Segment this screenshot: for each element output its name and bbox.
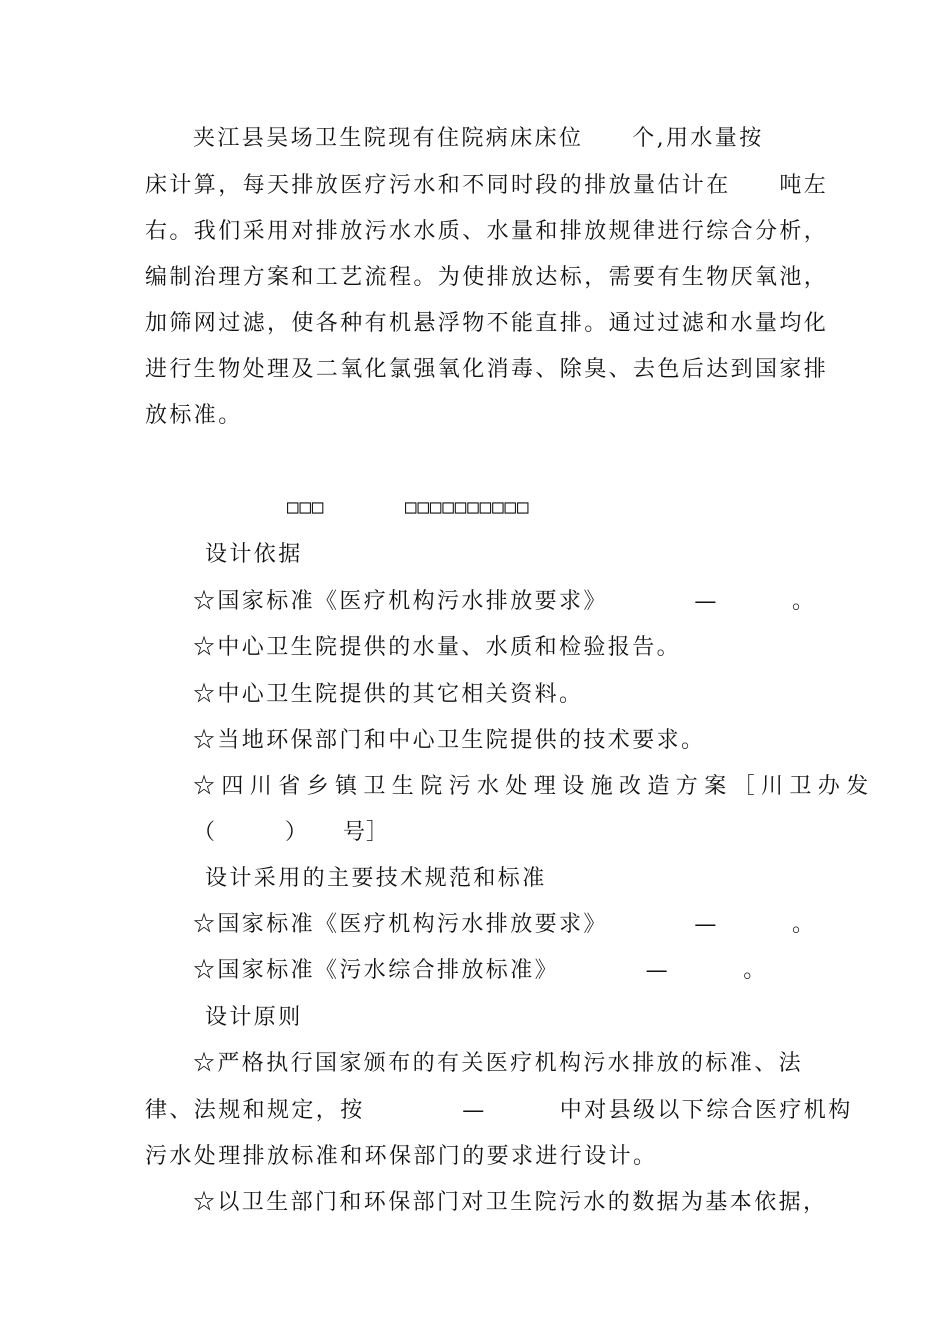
basis-item-1: ☆国家标准《医疗机构污水排放要求》 — 。 (193, 589, 817, 614)
intro-line-4: 编制治理方案和工艺流程。为使排放达标，需要有生物厌氧池， (145, 265, 829, 290)
norms-title: 设计采用的主要技术规范和标准 (205, 866, 547, 891)
intro-line-5: 加筛网过滤，使各种有机悬浮物不能直排。通过过滤和水量均化 (145, 311, 829, 336)
principles-item-1: ☆严格执行国家颁布的有关医疗机构污水排放的标准、法 (193, 1051, 804, 1076)
heading-number: □□□ (287, 496, 325, 518)
norms-item-2: ☆国家标准《污水综合排放标准》 — 。 (193, 958, 768, 983)
principles-item-2: ☆以卫生部门和环保部门对卫生院污水的数据为基本依据， (193, 1190, 828, 1215)
intro-line-3: 右。我们采用对排放污水水质、水量和排放规律进行综合分析， (145, 219, 829, 244)
principles-item-1-line-2: 律、法规和规定，按 — 中对县级以下综合医疗机构 (145, 1098, 853, 1123)
basis-item-5: ☆四川省乡镇卫生院污水处理设施改造方案［川卫办发 (193, 774, 875, 799)
intro-line-2: 床计算，每天排放医疗污水和不同时段的排放量估计在 吨左 (145, 173, 829, 198)
intro-line-6: 进行生物处理及二氧化氯强氧化消毒、除臭、去色后达到国家排 (145, 357, 829, 382)
heading-title: □□□□□□□□□□ (405, 496, 530, 518)
basis-item-5-cont: （ ） 号］ (193, 820, 390, 845)
basis-item-2: ☆中心卫生院提供的水量、水质和检验报告。 (193, 635, 682, 660)
intro-line-1: 夹江县吴场卫生院现有住院病床床位 个,用水量按 (193, 126, 764, 151)
principles-title: 设计原则 (205, 1005, 303, 1030)
intro-line-7: 放标准。 (145, 403, 243, 428)
norms-item-1: ☆国家标准《医疗机构污水排放要求》 — 。 (193, 912, 817, 937)
basis-item-4: ☆当地环保部门和中心卫生院提供的技术要求。 (193, 728, 706, 753)
principles-item-1-line-3: 污水处理排放标准和环保部门的要求进行设计。 (145, 1144, 658, 1169)
design-basis-title: 设计依据 (205, 542, 303, 567)
basis-item-3: ☆中心卫生院提供的其它相关资料。 (193, 682, 584, 707)
